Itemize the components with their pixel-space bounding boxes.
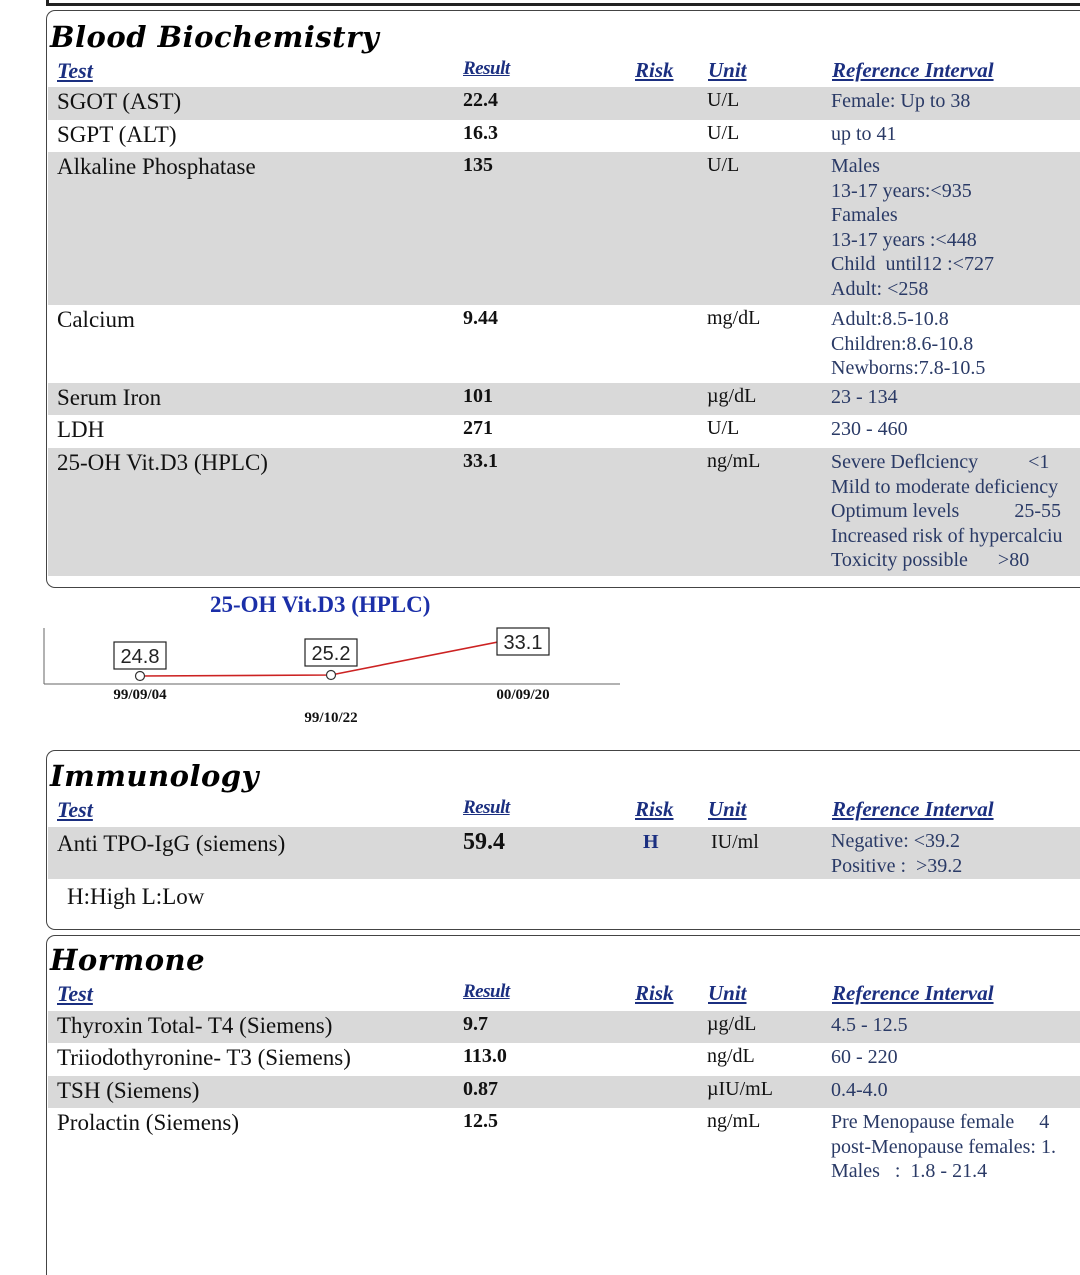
table-row [48, 1011, 1080, 1043]
cell-unit: µIU/mL [707, 1078, 773, 1100]
cell-test: Serum Iron [57, 385, 162, 410]
cell-result: 59.4 [463, 829, 505, 855]
biochem-title: Blood Biochemistry [50, 20, 380, 54]
cell-result: 271 [463, 417, 493, 439]
cell-reference-interval [831, 122, 897, 147]
x-tick-label: 00/09/20 [496, 687, 550, 703]
table-row [48, 415, 1080, 448]
reference-line: 13-17 years:<935 [831, 179, 972, 202]
reference-line: 230 - 460 [831, 418, 908, 440]
reference-line: Female: Up to 38 [831, 90, 971, 112]
cell-reference-interval [831, 1013, 908, 1038]
reference-line: post-Menopause females: 1. [831, 1135, 1056, 1158]
reference-line: Adult: <258 [831, 277, 929, 300]
cell-reference-interval [831, 154, 994, 301]
reference-line: Males : 1.8 - 21.4 [831, 1160, 988, 1182]
risk-legend: H:High L:Low [67, 884, 205, 909]
cell-unit: U/L [707, 89, 740, 111]
cell-result: 0.87 [463, 1078, 498, 1100]
data-point [327, 671, 336, 680]
table-row [48, 305, 1080, 383]
data-label: 25.2 [311, 643, 351, 665]
cell-unit: µg/dL [707, 385, 757, 407]
immunology-col-result: Result [463, 797, 510, 818]
cell-test: Anti TPO-IgG (siemens) [57, 831, 286, 856]
cell-reference-interval [831, 385, 898, 410]
data-label: 33.1 [503, 632, 543, 654]
reference-line: 60 - 220 [831, 1046, 898, 1068]
chart-title: 25-OH Vit.D3 (HPLC) [210, 592, 431, 617]
reference-line: Newborns:7.8-10.5 [831, 357, 986, 379]
x-tick-label: 99/10/22 [304, 710, 358, 726]
biochem-col-result: Result [463, 58, 510, 79]
reference-line: 23 - 134 [831, 386, 898, 408]
immunology-col-ref: Reference Interval [832, 797, 994, 821]
biochem-col-unit: Unit [708, 58, 747, 82]
cell-reference-interval [831, 417, 908, 442]
biochem-col-test: Test [57, 58, 93, 83]
cell-test: TSH (Siemens) [57, 1078, 200, 1103]
reference-line: Positive : >39.2 [831, 854, 963, 877]
hormone-col-ref: Reference Interval [832, 981, 994, 1005]
cell-unit: µg/dL [707, 1013, 757, 1035]
data-point [136, 672, 145, 681]
hormone-col-unit: Unit [708, 981, 747, 1005]
cell-unit: ng/mL [707, 1110, 761, 1132]
cell-unit: mg/dL [707, 307, 761, 329]
cell-reference-interval [831, 1045, 898, 1070]
reference-line: Males [831, 155, 880, 177]
cell-unit: IU/ml [711, 831, 759, 853]
cell-unit: U/L [707, 154, 740, 176]
table-row [48, 1108, 1080, 1188]
cell-result: 135 [463, 154, 493, 176]
reference-line: Increased risk of hypercalciu [831, 524, 1063, 547]
hormone-col-result: Result [463, 981, 510, 1002]
reference-line: Mild to moderate deficiency [831, 475, 1059, 498]
cell-result: 113.0 [463, 1045, 507, 1067]
cell-reference-interval [831, 89, 970, 114]
reference-line: Optimum levels 25-55 [831, 500, 1061, 522]
hormone-col-test: Test [57, 981, 93, 1006]
cell-test: Triiodothyronine- T3 (Siemens) [57, 1045, 351, 1070]
cell-test: Calcium [57, 307, 135, 332]
cell-reference-interval [831, 307, 985, 381]
cell-test: SGPT (ALT) [57, 122, 177, 147]
reference-line: Famales [831, 204, 898, 226]
cell-unit: ng/mL [707, 450, 761, 472]
reference-line: 4.5 - 12.5 [831, 1014, 908, 1036]
reference-line: Negative: <39.2 [831, 830, 961, 852]
cell-test: Prolactin (Siemens) [57, 1110, 240, 1135]
cell-reference-interval [831, 1110, 1056, 1184]
reference-line: Toxicity possible >80 [831, 549, 1030, 571]
reference-line: Adult:8.5-10.8 [831, 308, 949, 330]
hormone-col-risk: Risk [635, 981, 674, 1005]
cell-result: 22.4 [463, 89, 498, 111]
reference-line: Severe Deflciency <1 [831, 451, 1050, 473]
cell-result: 12.5 [463, 1110, 498, 1132]
reference-line: Child until12 :<727 [831, 253, 994, 275]
table-row [48, 383, 1080, 415]
table-row [48, 448, 1080, 576]
immunology-title: Immunology [50, 759, 259, 793]
cell-reference-interval [831, 829, 962, 878]
cell-test: LDH [57, 417, 105, 442]
table-row [48, 87, 1080, 120]
biochem-col-risk: Risk [635, 58, 674, 82]
cell-reference-interval [831, 1078, 888, 1103]
table-row [48, 1076, 1080, 1108]
cell-result: 16.3 [463, 122, 498, 144]
cell-risk: H [643, 831, 659, 853]
data-label: 24.8 [120, 646, 160, 668]
reference-line: Pre Menopause female 4 [831, 1111, 1050, 1133]
reference-line: 0.4-4.0 [831, 1079, 888, 1101]
cell-result: 101 [463, 385, 493, 407]
top-border [46, 0, 1080, 6]
x-tick-label: 99/09/04 [113, 687, 167, 703]
cell-result: 9.44 [463, 307, 498, 329]
cell-test: SGOT (AST) [57, 89, 182, 114]
cell-result: 33.1 [463, 450, 498, 472]
immunology-col-test: Test [57, 797, 93, 822]
reference-line: 13-17 years :<448 [831, 228, 977, 251]
reference-line: Children:8.6-10.8 [831, 332, 974, 355]
reference-line: up to 41 [831, 123, 897, 145]
table-row [48, 152, 1080, 305]
table-row [48, 1043, 1080, 1076]
cell-test: Thyroxin Total- T4 (Siemens) [57, 1013, 333, 1038]
immunology-col-unit: Unit [708, 797, 747, 821]
cell-test: 25-OH Vit.D3 (HPLC) [57, 450, 268, 475]
cell-unit: U/L [707, 417, 740, 439]
biochem-col-ref: Reference Interval [832, 58, 994, 82]
table-row [48, 827, 1080, 879]
cell-result: 9.7 [463, 1013, 488, 1035]
vitd-trend-chart [0, 620, 640, 740]
immunology-col-risk: Risk [635, 797, 674, 821]
cell-test: Alkaline Phosphatase [57, 154, 256, 179]
cell-reference-interval [831, 450, 1063, 573]
cell-unit: U/L [707, 122, 740, 144]
table-row [48, 120, 1080, 152]
hormone-title: Hormone [50, 943, 206, 977]
cell-unit: ng/dL [707, 1045, 755, 1067]
